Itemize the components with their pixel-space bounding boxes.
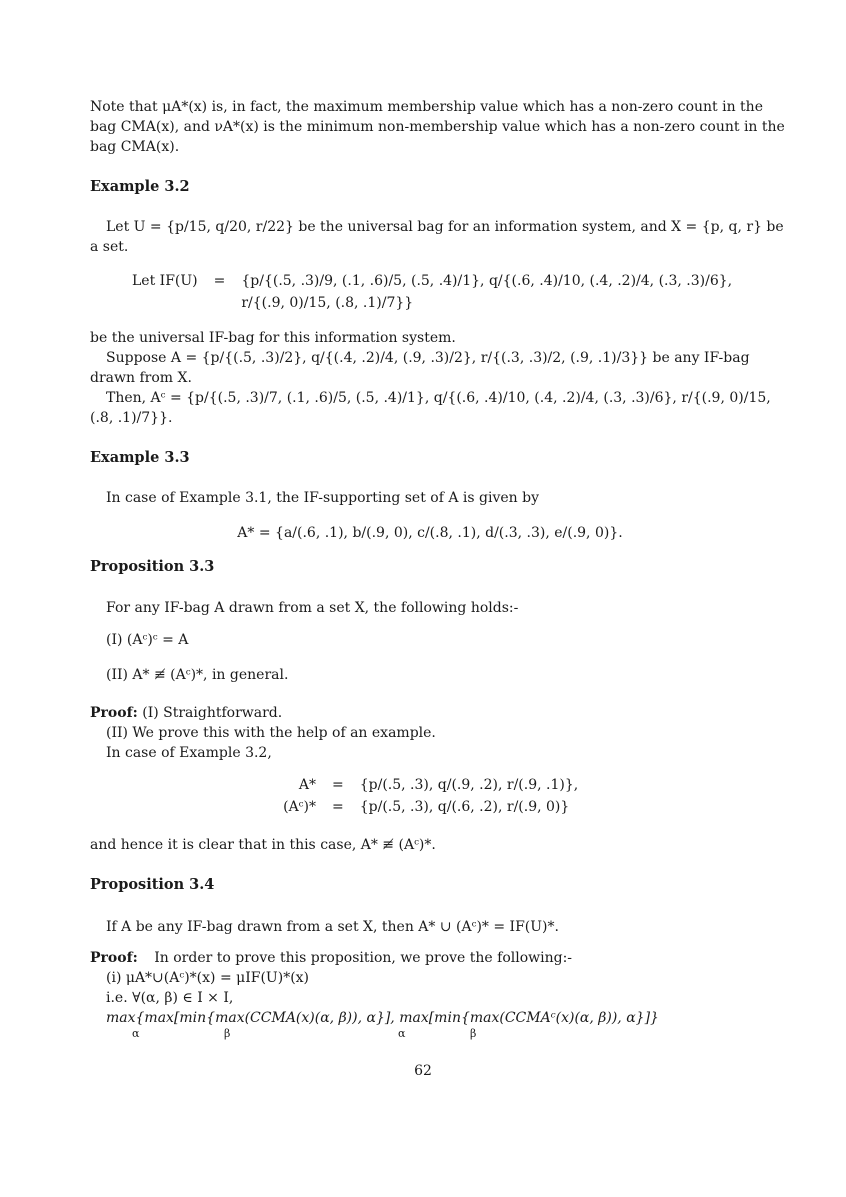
intro-note-line-3: bag CMA(x).	[90, 139, 180, 155]
proposition-3-3-item-1: (I) (Aᶜ)ᶜ = A	[106, 632, 189, 648]
proposition-3-3-proof-equations	[272, 774, 582, 818]
proposition-3-4-proof-label: Proof:	[90, 950, 138, 966]
example-3-2-after-5: (.8, .1)/7}}.	[90, 410, 173, 426]
acstar-lhs: (Aᶜ)*	[283, 799, 316, 815]
proposition-3-3-line-1: For any IF-bag A drawn from a set X, the following holds:-	[106, 600, 519, 616]
proposition-3-4-subscripts	[90, 1028, 770, 1042]
intro-note-line-1: Note that μA*(x) is, in fact, the maximum membership value which has a non-zero count in the	[90, 99, 763, 115]
example-3-2-line-1: Let U = {p/15, q/20, r/22} be the universal bag for an information system, and X = {p, q, r} be	[106, 219, 784, 235]
proof-line-3: In case of Example 3.2,	[106, 745, 272, 761]
proposition-3-4-proof-ie: i.e. ∀(α, β) ∈ I × I,	[106, 990, 234, 1006]
ifu-rhs-line-2: r/{(.9, 0)/15, (.8, .1)/7}}	[241, 295, 414, 311]
ifu-lhs: Let IF(U)	[132, 273, 198, 289]
intro-note	[90, 97, 785, 157]
proposition-3-4-proof-max: max{max[min{max(CCMA(x)(α, β)), α}], max[min{max(CCMAᶜ(x)(α, β)), α}]}	[106, 1010, 659, 1026]
page-number: 62	[414, 1063, 432, 1079]
proposition-3-3-statement	[90, 598, 770, 618]
ifu-rhs-line-1: {p/{(.5, .3)/9, (.1, .6)/5, (.5, .4)/1}, q/{(.6, .4)/10, (.4, .2)/4, (.3, .3)/6},	[241, 273, 733, 289]
intro-note-line-2: bag CMA(x), and νA*(x) is the minimum non-membership value which has a non-zero count in the	[90, 119, 785, 135]
proposition-3-4-proof-intro: In order to prove this proposition, we prove the following:-	[154, 950, 573, 966]
example-3-2-after-4: Then, Aᶜ = {p/{(.5, .3)/7, (.1, .6)/5, (.5, .4)/1}, q/{(.6, .4)/10, (.4, .2)/4, (.3, .3)/6}, r/{(.9, 0)/15,	[106, 390, 771, 406]
example-3-3-line-1: In case of Example 3.1, the IF-supporting set of A is given by	[106, 490, 539, 506]
under-alpha-1: α	[132, 1027, 140, 1040]
astar-equals: =	[332, 777, 344, 793]
proof-label: Proof:	[90, 705, 138, 721]
proposition-3-3-conclusion: and hence it is clear that in this case, A* ≢ (Aᶜ)*.	[90, 837, 436, 853]
proposition-3-4-heading: Proposition 3.4	[90, 876, 215, 893]
example-3-2-after-1: be the universal IF-bag for this information system.	[90, 330, 456, 346]
astar-lhs: A*	[298, 777, 316, 793]
example-3-2-after-3: drawn from X.	[90, 370, 192, 386]
proposition-3-4-proof-i: (i) μA*∪(Aᶜ)*(x) = μIF(U)*(x)	[106, 970, 310, 986]
proposition-3-4-proof-line-1	[90, 948, 770, 968]
astar-rhs: {p/(.5, .3), q/(.9, .2), r/(.9, .1)},	[359, 777, 579, 793]
example-3-2-heading: Example 3.2	[90, 178, 190, 195]
proof-line-1	[90, 703, 770, 723]
proposition-3-3-heading: Proposition 3.3	[90, 558, 215, 575]
acstar-equals: =	[332, 799, 344, 815]
under-beta-2: β	[470, 1027, 477, 1040]
example-3-2-body	[90, 328, 770, 428]
proposition-3-3-proof	[90, 703, 770, 763]
under-beta-1: β	[224, 1027, 231, 1040]
example-3-3-body	[90, 488, 770, 508]
example-3-2-after-2: Suppose A = {p/{(.5, .3)/2}, q/{(.4, .2)/4, (.9, .3)/2}, r/{(.3, .3)/2, (.9, .1)/3}} be any IF-bag	[106, 350, 750, 366]
proof-part-1: (I) Straightforward.	[142, 705, 283, 721]
example-3-2-line-2: a set.	[90, 239, 129, 255]
example-3-2-intro	[90, 217, 784, 257]
under-alpha-2: α	[398, 1027, 406, 1040]
ifu-equals: =	[213, 273, 226, 289]
acstar-rhs: {p/(.5, .3), q/(.6, .2), r/(.9, 0)}	[359, 799, 570, 815]
proposition-3-3-item-2: (II) A* ≢ (Aᶜ)*, in general.	[106, 667, 289, 683]
example-3-3-equation: A* = {a/(.6, .1), b/(.9, 0), c/(.8, .1), d/(.3, .3), e/(.9, 0)}.	[237, 525, 623, 541]
proposition-3-4-line-1: If A be any IF-bag drawn from a set X, then A* ∪ (Aᶜ)* = IF(U)*.	[106, 919, 559, 935]
example-3-2-ifu-equation	[128, 270, 736, 314]
proposition-3-4-proof	[90, 948, 770, 1042]
example-3-3-heading: Example 3.3	[90, 449, 190, 466]
proof-line-2: (II) We prove this with the help of an example.	[106, 725, 436, 741]
proposition-3-4-statement	[90, 917, 770, 937]
